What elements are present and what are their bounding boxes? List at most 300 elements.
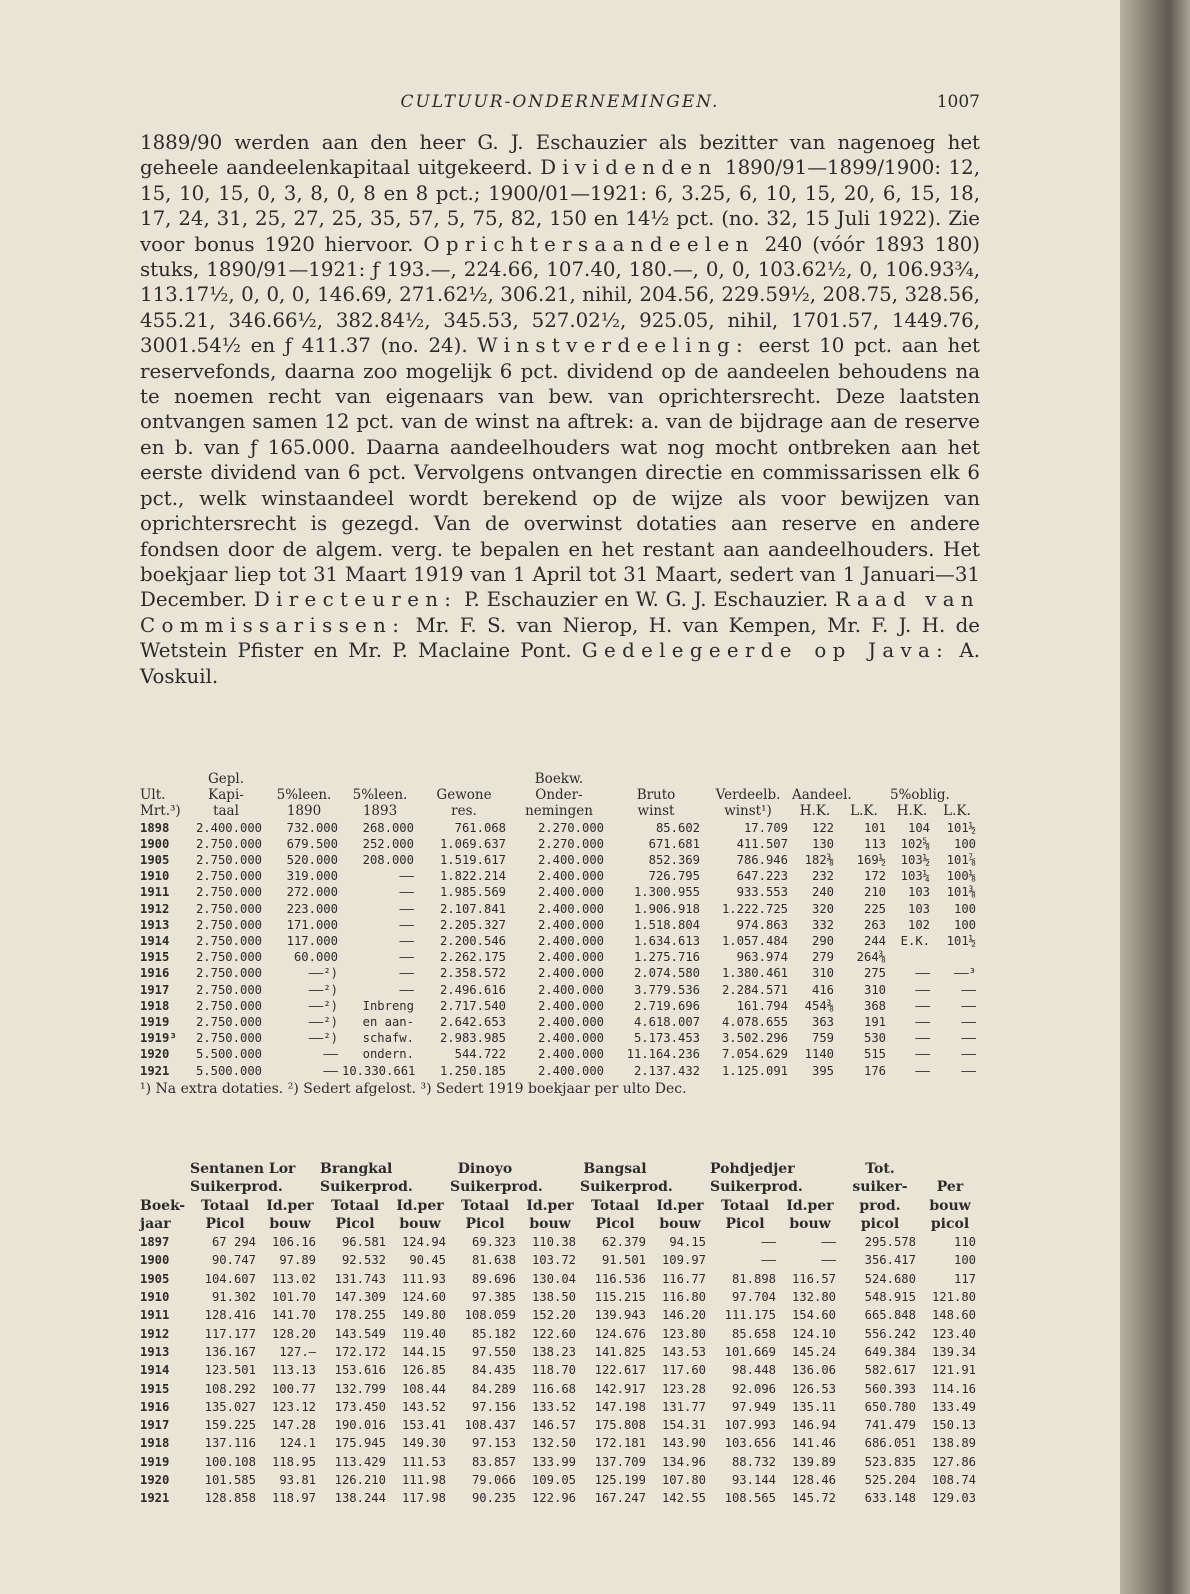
table-cell: 107.80 [661,1473,706,1488]
table-cell: 647.223 [736,869,788,884]
table-cell: 149.80 [401,1308,446,1323]
table-cell: 124.94 [401,1235,446,1250]
table-cell: —— [821,1253,836,1268]
table-row [140,933,980,949]
table-cell: schafw. [362,1031,414,1046]
table-cell: 290 [811,934,834,949]
table-cell: 225 [863,901,886,916]
table-cell: 93.81 [279,1473,316,1488]
table-cell: 759 [811,1031,834,1046]
column-header: bouw [789,1215,831,1232]
table-cell: 2.400.000 [537,982,604,997]
table-cell: 1140 [804,1047,834,1062]
column-header: 5%leen. [352,787,408,804]
book-binding-edge [1120,0,1190,1594]
column-header: Suikerprod. [320,1179,413,1196]
table-cell: 79.066 [471,1473,516,1488]
table-cell: 117.177 [204,1326,256,1341]
table-cell: 128.20 [271,1326,316,1341]
table-cell: 89.696 [471,1271,516,1286]
body-text [140,130,980,689]
label-raad-van-commissarissen: Raad van Commissarissen: [140,588,980,637]
table-cell: 126.210 [334,1473,386,1488]
table-cell: 2.200.546 [439,934,506,949]
column-header: Picol [465,1215,505,1232]
column-header [520,1160,580,1178]
column-header: Dinoyo [457,1161,513,1177]
column-header: Id.per [266,1197,314,1214]
table-cell: 119.40 [401,1326,446,1341]
year-cell: 1910 [140,1290,170,1305]
table-cell: 2.358.572 [439,966,506,981]
table-cell: 139.34 [931,1344,976,1359]
table-cell: 190.016 [334,1418,386,1433]
year-cell: 1912 [140,901,170,916]
column-header: Aandeel. [792,787,852,804]
table-cell: 761.068 [454,820,506,835]
table-cell: 108.437 [464,1418,516,1433]
column-header: Brangkal [320,1161,393,1177]
text-winstverdeeling: eerst 10 pct. aan het reservefonds, daarna zoo mogelijk 6 pct. dividend op de aandeelen behoudens na te noemen recht van eigenaars van bew. van oprichtersrecht. Deze laatsten ontvangen samen 12 pct. van de winst na aftrek: a. van de bijdrage aan de reserve en b. van ƒ 165.000. Daarna aandeelhouders wat nog mocht ontbreken aan het eerste dividend van 6 pct. Vervolgens ontvangen directie en commissarissen elk 6 pct., welk winstaandeel wordt berekend op de wijze als voor bewijzen van oprichtersrecht is gezegd. Van de overwinst dotaties aan reserve en andere fondsen door de algem. verg. te bepalen en het restant aan aandeelhouders. Het boekjaar liep tot 31 Maart 1919 van 1 April tot 31 Maart, sedert van 1 Januari—31 December. [140,334,980,612]
table-row [140,1380,980,1398]
column-header: Totaal [330,1197,380,1214]
table-cell: 2.400.000 [537,934,604,949]
table-cell: ——²) [308,1031,338,1046]
column-header: winst¹) [724,803,772,820]
table-cell: —— [821,1235,836,1250]
table-cell: 97.153 [471,1436,516,1451]
table-cell: —— [961,1031,976,1046]
table-cell: 556.242 [864,1326,916,1341]
table-cell: 85.182 [471,1326,516,1341]
table-cell: 2.137.432 [633,1063,700,1078]
table-cell: 1.250.185 [439,1063,506,1078]
table-cell: 136.06 [791,1363,836,1378]
table-cell: 2.270.000 [537,820,604,835]
table-cell: 103¼ [900,869,930,884]
table-cell: 671.681 [648,836,700,851]
table-cell: 108.292 [204,1381,256,1396]
table-cell: 97.89 [279,1253,316,1268]
table-cell: 121.80 [931,1290,976,1305]
table-cell: 686.051 [864,1436,916,1451]
page-number: 1007 [936,92,980,112]
year-cell: 1898 [140,820,170,835]
table-cell: 113.429 [334,1454,386,1469]
column-header: Gewone [436,787,492,804]
table-cell: 650.780 [864,1399,916,1414]
table-cell: —— [399,885,414,900]
table-cell: —— [399,917,414,932]
column-header [792,771,838,787]
table-cell: 106.16 [271,1235,316,1250]
table-cell: 123.40 [931,1326,976,1341]
table-cell: 116.57 [791,1271,836,1286]
table-cell: 544.722 [454,1047,506,1062]
table-cell: 146.57 [531,1418,576,1433]
table-cell: 172.172 [334,1344,386,1359]
table-cell: E.K. [900,934,930,949]
column-header: bouw [529,1215,571,1232]
table-row [140,1453,980,1471]
table-cell: 146.20 [661,1308,706,1323]
column-header [890,771,934,787]
table-cell: —— [399,950,414,965]
table-cell: 182⅜ [804,853,834,868]
table-cell: 264⅜ [856,950,886,965]
table-cell: 91.501 [601,1253,646,1268]
table-cell: 103½ [900,853,930,868]
table-cell: 2.400.000 [537,885,604,900]
table-cell: 116.80 [661,1290,706,1305]
table-cell: 263 [863,917,886,932]
table-row [140,1270,980,1288]
table-cell: 111.175 [724,1308,776,1323]
column-header: taal [213,803,239,820]
table-cell: 5.500.000 [195,1047,262,1062]
table-cell: 133.52 [531,1399,576,1414]
table-cell: 741.479 [864,1418,916,1433]
table-cell: 1.906.918 [633,901,700,916]
table-cell: 92.096 [731,1381,776,1396]
table-cell: 130 [811,836,834,851]
table-row [140,917,980,933]
table-cell: 933.553 [736,885,788,900]
column-header: H.K. [896,803,928,820]
table-cell: 94.15 [669,1235,706,1250]
table-cell: 124.676 [594,1326,646,1341]
table-cell: 142.55 [661,1491,706,1506]
table-cell: 1.275.716 [633,950,700,965]
table-cell: 1.222.725 [721,901,788,916]
table-cell: 252.000 [362,836,414,851]
table-cell: 133.99 [531,1454,576,1469]
table-cell: 1.380.461 [721,966,788,981]
table-cell: 148.60 [931,1308,976,1323]
table-cell: 84.435 [471,1363,516,1378]
year-cell: 1917 [140,982,170,997]
table-cell: 97.704 [731,1290,776,1305]
year-cell: 1916 [140,1399,170,1414]
table-cell: 128.416 [204,1308,256,1323]
table-cell: 101⅜ [946,885,976,900]
table-cell: 100⅛ [946,869,976,884]
table-cell: 11.164.236 [626,1047,700,1062]
table-cell: 210 [863,885,886,900]
table-cell: 62.379 [601,1235,646,1250]
table-cell: ——²) [308,982,338,997]
table-cell: 100 [953,1253,976,1268]
table-cell: 115.215 [594,1290,646,1305]
table-cell: 191 [863,1015,886,1030]
table-cell: 4.618.007 [633,1015,700,1030]
table-cell: 310 [863,982,886,997]
table-cell: 116.77 [661,1271,706,1286]
table-cell: 100.108 [204,1454,256,1469]
table-cell: 1.518.804 [633,917,700,932]
column-header: Gepl. [207,771,245,787]
table-cell: 102⅝ [900,836,930,851]
table-cell: 127.— [279,1344,316,1359]
table-cell: 91.302 [211,1290,256,1305]
table-row [140,1251,980,1269]
column-header: picol [930,1215,970,1232]
table-cell: —— [399,901,414,916]
table-cell: 665.848 [864,1308,916,1323]
table-cell: ——³ [953,966,976,981]
label-winstverdeeling: Winstverdeeling: [477,334,749,358]
table-cell: 2.400.000 [537,1063,604,1078]
column-header: Sentanen Lor [190,1161,296,1177]
table-cell: 2.719.696 [633,998,700,1013]
table-cell: 582.617 [864,1363,916,1378]
year-cell: 1916 [140,966,170,981]
header-row [140,803,980,819]
table-cell: 4.078.655 [721,1015,788,1030]
table-cell: 113.13 [271,1363,316,1378]
table-cell: 2.750.000 [195,885,262,900]
table-cell: 2.284.571 [721,982,788,997]
table-cell: 153.41 [401,1418,446,1433]
sugar-production-grid [140,1160,980,1508]
table-cell: 131.743 [334,1271,386,1286]
column-header: Totaal [590,1197,640,1214]
year-cell: 1921 [140,1063,170,1078]
table-cell: —— [399,982,414,997]
table-cell: —— [915,1031,930,1046]
table-cell: 223.000 [286,901,338,916]
table-cell: 137.116 [204,1436,256,1451]
column-header: bouw [399,1215,441,1232]
column-header: res. [451,803,477,820]
table-cell: 133.49 [931,1399,976,1414]
table-cell: 2.750.000 [195,917,262,932]
table-cell: 101.669 [724,1344,776,1359]
table-cell: 81.898 [731,1271,776,1286]
table-cell: 633.148 [864,1491,916,1506]
table-cell: 1.125.091 [721,1063,788,1078]
table-cell: 2.750.000 [195,901,262,916]
column-header [140,1160,190,1178]
table-cell [890,949,934,965]
column-header [266,771,342,787]
table-cell: 363 [811,1015,834,1030]
header-row [140,787,980,803]
column-header: Per [936,1179,964,1196]
table-cell: 90.747 [211,1253,256,1268]
table-cell: 128.858 [204,1491,256,1506]
year-cell: 1897 [140,1235,170,1250]
year-cell: 1914 [140,934,170,949]
table-cell: —— [323,1047,338,1062]
table-cell: 244 [863,934,886,949]
table-cell: 123.12 [271,1399,316,1414]
column-header: bouw [929,1197,971,1214]
table-cell: 963.974 [736,950,788,965]
table-row [140,1063,980,1079]
table-cell: 101⅞ [946,853,976,868]
sugar-production-table [140,1160,980,1508]
column-header: Verdeelb. [715,787,781,804]
table-cell: 2.400.000 [537,998,604,1013]
table-cell: 172 [863,869,886,884]
column-header: Id.per [786,1197,834,1214]
column-header: Picol [335,1215,375,1232]
table-cell: 131.77 [661,1399,706,1414]
table-cell: 104.607 [204,1271,256,1286]
text-oprichtersaandeelen: 240 (vóór 1893 180) stuks, 1890/91—1921: ƒ 193.—, 224.66, 107.40, 180.—, 0, 0, 103.62½, 0, 106.93¾, 113.17½, 0, 0, 0, 146.69, 271.62½, 306.21, nihil, 204.56, 229.59½, 208.75, 328.56, 455.21, 346.66½, 382.84½, 345.53, 527.02½, 925.05, nihil, 1701.57, 1449.76, 3001.54½ en ƒ 411.37 (no. 24). [140,232,980,358]
body-paragraph [140,130,980,689]
table-cell: 169½ [856,853,886,868]
table-row [140,1434,980,1452]
table-cell: 137.709 [594,1454,646,1469]
table-cell: 126.85 [401,1363,446,1378]
column-header: Mrt.³) [140,803,181,820]
table-row [140,1398,980,1416]
column-header: Ult. [140,787,166,804]
column-header: H.K. [799,803,831,820]
table-cell: 1.519.617 [439,853,506,868]
table-cell: 107.993 [724,1418,776,1433]
table-cell: 150.13 [931,1418,976,1433]
year-cell: 1915 [140,1381,170,1396]
table-cell: 83.857 [471,1454,516,1469]
table-row [140,1030,980,1046]
table-cell: 122.96 [531,1491,576,1506]
table-cell: 279 [811,950,834,965]
table-cell: 124.10 [791,1326,836,1341]
table-cell: 320 [811,901,834,916]
table-cell: 116.536 [594,1271,646,1286]
table-cell: 153.616 [334,1363,386,1378]
column-header: 5%leen. [276,787,332,804]
table-cell: 2.400.000 [537,869,604,884]
table-cell: 96.581 [341,1235,386,1250]
table-row [140,1471,980,1489]
column-header: Suikerprod. [450,1179,543,1196]
table-cell: 108.44 [401,1381,446,1396]
table-row [140,1046,980,1062]
table-cell: 2.400.000 [537,966,604,981]
financial-table [140,771,980,1099]
column-header: Picol [725,1215,765,1232]
table-cell: Inbreng [362,998,414,1013]
column-header [838,771,890,787]
table-row [140,998,980,1014]
table-cell: 178.255 [334,1308,386,1323]
table-cell: 2.750.000 [195,1031,262,1046]
table-cell: 310 [811,966,834,981]
table-cell: 122 [811,820,834,835]
table-cell: 2.750.000 [195,836,262,851]
column-header: Boekw. [534,771,584,787]
table-cell: —— [915,1063,930,1078]
table-row [140,949,980,965]
table-cell: 130.04 [531,1271,576,1286]
table-cell: 1.069.637 [439,836,506,851]
table-cell: 1.057.484 [721,934,788,949]
table-row [140,836,980,852]
table-cell: 93.144 [731,1473,776,1488]
running-title: CULTUUR-ONDERNEMINGEN. [400,92,720,112]
year-cell: 1920 [140,1047,170,1062]
table-cell: 100.77 [271,1381,316,1396]
column-header: Suikerprod. [190,1179,283,1196]
table-cell: 175.945 [334,1436,386,1451]
table-cell: 679.500 [286,836,338,851]
table-cell: 117.000 [286,934,338,949]
table-cell: 208.000 [362,853,414,868]
column-header: Onder- [535,787,583,804]
column-header: Boek- [140,1197,186,1214]
table-cell: 104 [907,820,930,835]
column-header: winst [637,803,675,820]
year-cell: 1900 [140,836,170,851]
table-cell: 101 [863,820,886,835]
table-cell: 84.289 [471,1381,516,1396]
table-cell: 67 294 [211,1235,256,1250]
table-cell: 159.225 [204,1418,256,1433]
table-cell: 2.983.985 [439,1031,506,1046]
page-header [140,92,980,116]
column-header: Suikerprod. [580,1179,673,1196]
table-cell: 5.173.453 [633,1031,700,1046]
table-cell: 852.369 [648,853,700,868]
table-cell: 101.70 [271,1290,316,1305]
table-cell: 132.80 [791,1290,836,1305]
table-cell: 101½ [946,934,976,949]
table-cell: 5.500.000 [195,1063,262,1078]
table-cell: 560.393 [864,1381,916,1396]
table-cell: 175.808 [594,1418,646,1433]
year-cell: 1911 [140,885,170,900]
table-cell: 141.46 [791,1436,836,1451]
table-cell: 1.634.613 [633,934,700,949]
table-cell: 97.385 [471,1290,516,1305]
table-cell: 149.30 [401,1436,446,1451]
table-cell: 114.16 [931,1381,976,1396]
column-header: Totaal [720,1197,770,1214]
header-row [140,1197,980,1215]
table-cell: 134.96 [661,1454,706,1469]
table-cell: 2.496.616 [439,982,506,997]
column-header: 1890 [286,803,322,820]
column-header: Totaal [460,1197,510,1214]
table-cell: 2.205.327 [439,917,506,932]
column-header [608,771,704,787]
table-cell: 152.20 [531,1308,576,1323]
table-cell: 172.181 [594,1436,646,1451]
column-header [390,1160,450,1178]
table-cell: 3.779.536 [633,982,700,997]
table-cell: 100 [953,901,976,916]
table-cell: 108.565 [724,1491,776,1506]
table-cell [934,949,980,965]
header-row [140,771,980,787]
table-cell: ondern. [362,1047,414,1062]
label-dividenden: Dividenden [540,156,718,180]
table-cell: 108.059 [464,1308,516,1323]
table-cell: —— [915,966,930,981]
table-cell: 90.235 [471,1491,516,1506]
table-cell: 2.074.580 [633,966,700,981]
table-cell: 173.450 [334,1399,386,1414]
table-cell: 101½ [946,820,976,835]
table-cell: 548.915 [864,1290,916,1305]
table-cell: 103.656 [724,1436,776,1451]
column-header [920,1160,980,1178]
table-cell: 3.502.296 [721,1031,788,1046]
